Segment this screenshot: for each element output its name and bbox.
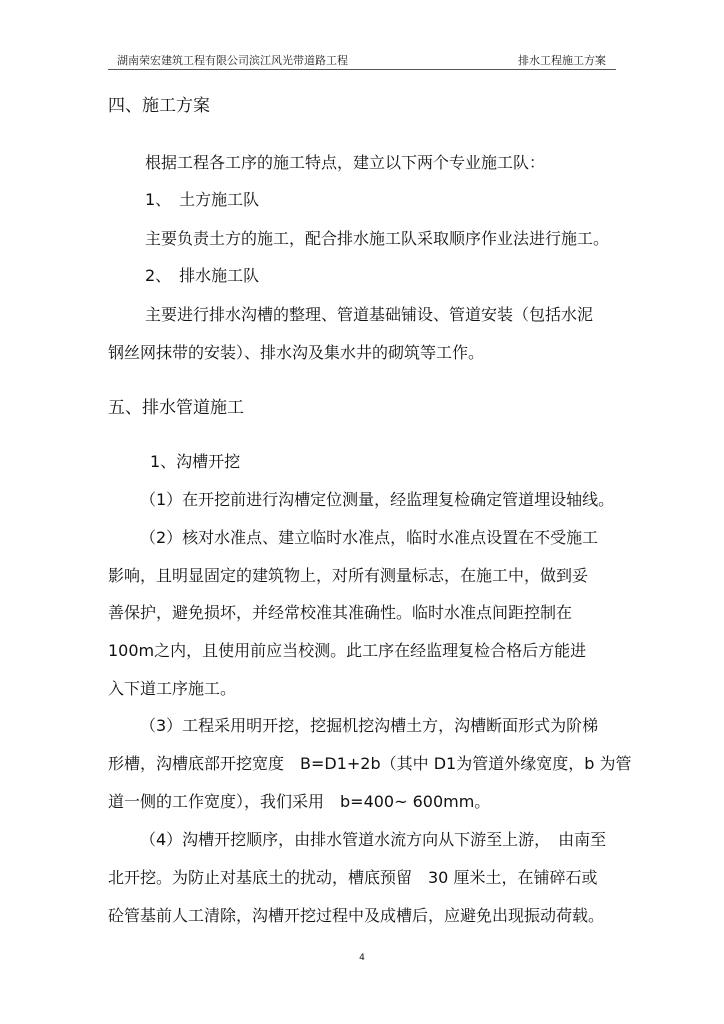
page-number: 4 (359, 953, 365, 963)
paragraph-item-4-line-2: 北开挖。为防止对基底土的扰动，槽底预留 30 厘米土，在铺碎石或 (108, 868, 598, 887)
subheading-trench-excavation: 1、沟槽开挖 (150, 452, 241, 471)
section-heading-5: 五、排水管道施工 (108, 398, 244, 418)
header-divider (108, 69, 616, 70)
paragraph-item-2-line-3: 善保护，避免损坏，并经常校准其准确性。临时水准点间距控制在 (108, 603, 573, 622)
paragraph-item-3-line-1: （3）工程采用明开挖，挖掘机挖沟槽土方，沟槽断面形式为阶梯 (140, 716, 599, 735)
paragraph-item-2-line-5: 入下道工序施工。 (108, 679, 237, 698)
list-item-drainage-team: 2、 排水施工队 (145, 266, 260, 285)
paragraph-item-2-line-1: （2）核对水准点、建立临时水准点，临时水准点设置在不受施工 (140, 528, 599, 547)
list-item-earthwork-team: 1、 土方施工队 (145, 190, 260, 209)
paragraph-drainage-2: 钢丝网抹带的安装）、排水沟及集水井的砌筑等工作。 (108, 343, 485, 362)
paragraph-earthwork: 主要负责土方的施工，配合排水施工队采取顺序作业法进行施工。 (145, 229, 610, 248)
header-left-company: 湖南荣宏建筑工程有限公司滨江风光带道路工程 (117, 54, 348, 67)
paragraph-item-4-line-3: 砼管基前人工清除，沟槽开挖过程中及成槽后，应避免出现振动荷载。 (108, 906, 605, 925)
header-right-title: 排水工程施工方案 (518, 54, 606, 67)
paragraph-drainage-1: 主要进行排水沟槽的整理、管道基础铺设、管道安装（包括水泥 (145, 305, 594, 324)
paragraph-item-4-line-1: （4）沟槽开挖顺序，由排水管道水流方向从下游至上游， 由南至 (140, 830, 607, 849)
paragraph-item-1: （1）在开挖前进行沟槽定位测量，经监理复检确定管道埋设轴线。 (140, 490, 615, 509)
section-heading-4: 四、施工方案 (108, 96, 210, 116)
paragraph-item-3-line-2: 形槽，沟槽底部开挖宽度 B=D1+2b（其中 D1为管道外缘宽度，b 为管 (108, 754, 632, 773)
paragraph-item-2-line-2: 影响，且明显固定的建筑物上，对所有测量标志，在施工中，做到妥 (108, 566, 589, 585)
paragraph-item-3-line-3: 道一侧的工作宽度），我们采用 b=400~ 600mm。 (108, 792, 491, 811)
paragraph-intro: 根据工程各工序的施工特点，建立以下两个专业施工队： (145, 153, 546, 172)
paragraph-item-2-line-4: 100m之内，且使用前应当校测。此工序在经监理复检合格后方能进 (108, 641, 587, 660)
